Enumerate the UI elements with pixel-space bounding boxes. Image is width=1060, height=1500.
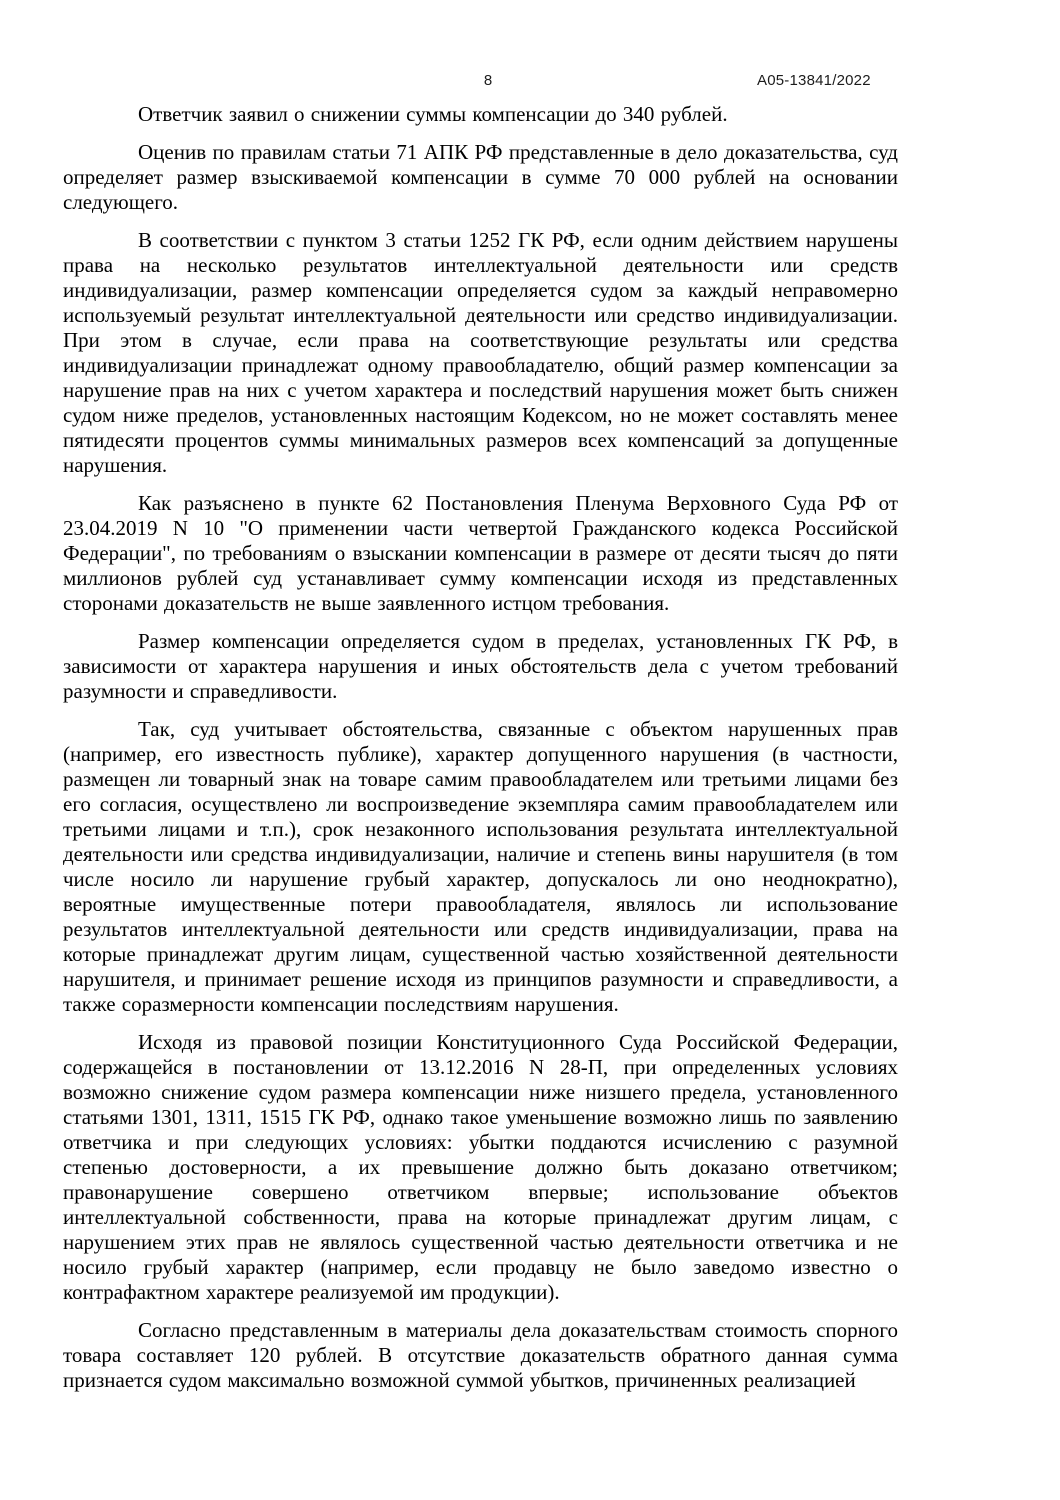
paragraph: В соответствии с пунктом 3 статьи 1252 ГК РФ, если одним действием нарушены права на несколько результатов интеллектуальной деятельности или средств индивидуализации, размер компенсации определяется судом за каждый неправомерно используемый результат интеллектуальной деятельности или средство индивидуализации. При этом в случае, если права на соответствующие результаты или средства индивидуализации принадлежат одному правообладателю, общий размер компенсации за нарушение прав на них с учетом характера и последствий нарушения может быть снижен судом ниже пределов, установленных настоящим Кодексом, но не может составлять менее пятидесяти процентов суммы минимальных размеров всех компенсаций за допущенные нарушения. (63, 228, 898, 477)
paragraph: Размер компенсации определяется судом в пределах, установленных ГК РФ, в зависимости от характера нарушения и иных обстоятельств дела с учетом требований разумности и справедливости. (63, 629, 898, 703)
page-header (0, 72, 1060, 94)
paragraph: Согласно представленным в материалы дела доказательствам стоимость спорного товара составляет 120 рублей. В отсутствие доказательств обратного данная сумма признается судом максимально возможной суммой убытков, причиненных реализацией (63, 1318, 898, 1392)
case-number: А05-13841/2022 (757, 72, 871, 89)
paragraph: Ответчик заявил о снижении суммы компенсации до 340 рублей. (138, 102, 728, 126)
paragraph: Так, суд учитывает обстоятельства, связанные с объектом нарушенных прав (например, его известность публике), характер допущенного нарушения (в частности, размещен ли товарный знак на товаре самим правообладателем или третьими лицами без его согласия, осуществлено ли воспроизведение экземпляра самим правообладателем или третьими лицами и т.п.), срок незаконного использования результата интеллектуальной деятельности или средства индивидуализации, наличие и степень вины нарушителя (в том числе носило ли нарушение грубый характер, допускалось ли оно неоднократно), вероятные имущественные потери правообладателя, являлось ли использование результатов интеллектуальной деятельности или средств индивидуализации, права на которые принадлежат другим лицам, существенной частью хозяйственной деятельности нарушителя, и принимает решение исходя из принципов разумности и справедливости, а также соразмерности компенсации последствиям нарушения. (63, 717, 898, 1016)
paragraph: Как разъяснено в пункте 62 Постановления Пленума Верховного Суда РФ от 23.04.2019 N 10 "О применении части четвертой Гражданского кодекса Российской Федерации", по требованиям о взыскании компенсации в размере от десяти тысяч до пяти миллионов рублей суд устанавливает сумму компенсации исходя из представленных сторонами доказательств не выше заявленного истцом требования. (63, 491, 898, 615)
paragraph: Исходя из правовой позиции Конституционного Суда Российской Федерации, содержащейся в постановлении от 13.12.2016 N 28-П, при определенных условиях возможно снижение судом размера компенсации ниже низшего предела, установленного статьями 1301, 1311, 1515 ГК РФ, однако такое уменьшение возможно лишь по заявлению ответчика и при следующих условиях: убытки поддаются исчислению с разумной степенью достоверности, а их превышение должно быть доказано ответчиком; правонарушение совершено ответчиком впервые; использование объектов интеллектуальной собственности, права на которые принадлежат другим лицам, с нарушением этих прав не являлось существенной частью деятельности ответчика и не носило грубый характер (например, если продавцу не было заведомо известно о контрафактном характере реализуемой им продукции). (63, 1030, 898, 1304)
paragraph: Оценив по правилам статьи 71 АПК РФ представленные в дело доказательства, суд определяет размер взыскиваемой компенсации в сумме 70 000 рублей на основании следующего. (63, 140, 898, 214)
document-body (63, 102, 898, 1406)
page-number: 8 (483, 72, 493, 89)
